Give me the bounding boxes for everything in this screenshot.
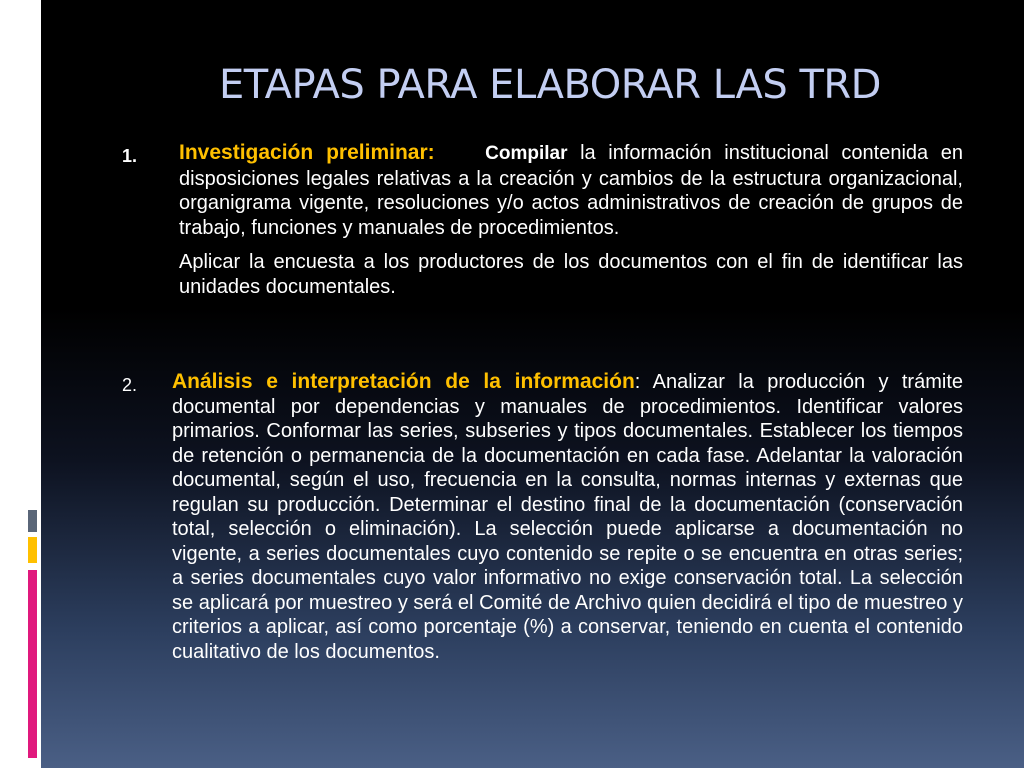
accent-strip-gray [28,510,37,532]
item-2-paragraph [172,370,963,664]
item-2 [172,370,963,664]
item-1 [179,141,963,299]
item-2-heading: Análisis e interpretación de la información [172,370,635,393]
item-2-number: 2. [122,375,138,395]
item-1-number: 1. [122,146,138,166]
accent-strip-pink [28,570,37,758]
item-1-paragraph-2: Aplicar la encuesta a los productores de los documentos con el fin de identificar las unidades documentales. [179,251,963,298]
accent-strip-yellow [28,537,37,563]
item-1-paragraph-1 [179,141,963,240]
slide-title: ETAPAS PARA ELABORAR LAS TRD [219,62,881,108]
item-1-keyword: Compilar [485,143,568,164]
item-1-text: la información institucional contenida en disposiciones legales relativas a la creación y cambios de la estructura organizacional, organigrama vigente, resoluciones y/o actos administrativos de creación de grupos de trabajo, funciones y manuales de procedimientos. [179,142,964,239]
item-1-heading: Investigación preliminar: [179,141,435,164]
item-2-text: : Analizar la producción y trámite documental por dependencias y manuales de procedimientos. Identificar valores primarios. Conformar las series, subseries y tipos documentales. Establecer los tiempos de retención o permanencia de la documentación en cada fase. Adelantar la valoración documental, según el uso, frecuencia en la consulta, normas internas y externas que regulan su producción. Determinar el destino final de la documentación (conservación total, selección o eliminación). La selección puede aplicarse a documentación no vigente, a series documentales cuyo contenido se repite o se encuentra en otras series; a series documentales cuyo valor informativo no exige conservación total. La selección se aplicará por muestreo y será el Comité de Archivo quien decidirá el tipo de muestreo y criterios a aplicar, así como porcentaje (%) a conservar, teniendo en cuenta el contenido cualitativo de los documentos. [172,371,963,663]
